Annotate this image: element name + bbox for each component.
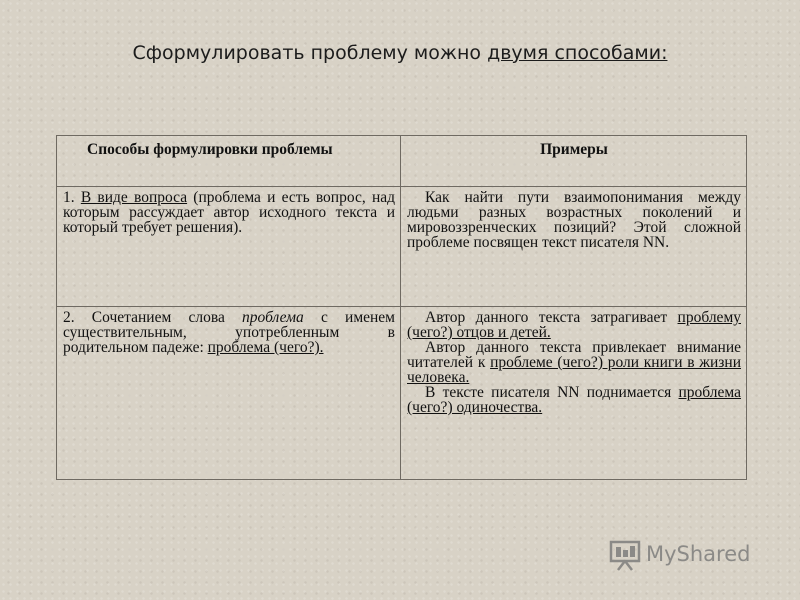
method-number: 1. — [63, 189, 81, 207]
example-text: Автор данного текста привлекает внимание читателей к — [407, 338, 741, 371]
example-text: В тексте писателя NN поднимается — [425, 383, 679, 401]
example-paragraph — [407, 310, 741, 340]
table-row — [57, 187, 747, 307]
example-underlined: проблеме (чего?) роли книги в жизни человека. — [407, 353, 741, 386]
header-methods: Способы формулировки проблемы — [57, 136, 401, 187]
example-cell-2 — [401, 306, 747, 479]
myshared-logo — [608, 537, 750, 571]
title-underlined: двумя способами: — [487, 42, 668, 64]
method-cell-2 — [57, 306, 401, 479]
method-text: (проблема и есть вопрос, над которым рассуждает автор исходного текста и который требует решения). — [63, 189, 396, 237]
method-italic: проблема — [242, 308, 304, 326]
example-cell-1: Как найти пути взаимопонимания между людьми разных возрастных поколений и мировоззренческих позиций? Этой сложной проблеме посвящен текст писателя NN. — [401, 187, 747, 307]
example-paragraph — [407, 340, 741, 385]
title-prefix: Сформулировать проблему можно — [132, 42, 488, 64]
example-underlined: проблему (чего?) отцов и детей. — [407, 308, 741, 341]
example-text: Автор данного текста затрагивает — [425, 308, 678, 326]
table-header-row — [57, 136, 747, 187]
methods-table — [56, 135, 747, 480]
page-title — [0, 42, 800, 64]
example-underlined: проблема (чего?) одиночества. — [407, 383, 741, 416]
presentation-board-icon — [608, 537, 642, 571]
method-underlined: проблема (чего?). — [207, 338, 324, 356]
header-examples: Примеры — [401, 136, 747, 187]
method-text: с именем существительным, употребленным в родительном падеже: — [63, 308, 395, 356]
method-text: 2. Сочетанием слова — [63, 308, 243, 326]
example-paragraph — [407, 385, 741, 415]
table-row — [57, 306, 747, 479]
method-underlined: В виде вопроса — [80, 189, 188, 207]
method-cell-1 — [57, 187, 401, 307]
logo-text: MyShared — [646, 542, 751, 566]
